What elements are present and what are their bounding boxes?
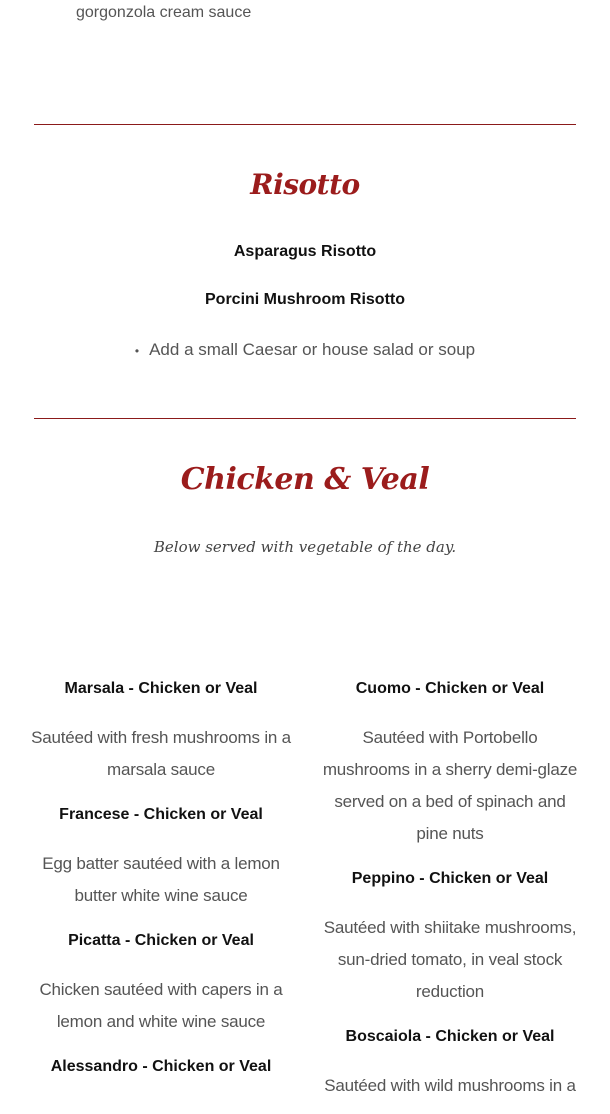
previous-item-description: gorgonzola cream sauce: [76, 4, 252, 21]
menu-item-name: Alessandro - Chicken or Veal: [50, 1058, 272, 1075]
section-divider: [34, 124, 576, 125]
section-intro: Below served with vegetable of the day.: [153, 538, 457, 556]
menu-item: [30, 928, 292, 1038]
menu-item: [30, 1054, 292, 1080]
menu-item-name: Francese - Chicken or Veal: [59, 806, 263, 823]
menu-item-name: Picatta - Chicken or Veal: [68, 932, 254, 949]
menu-item-description: Sautéed with Portobello mushrooms in a sherry demi-glaze served on a bed of spinach and pine nuts: [322, 728, 578, 843]
menu-item-name: Cuomo - Chicken or Veal: [355, 680, 545, 697]
menu-item-description: Sautéed with shiitake mushrooms, sun-dried tomato, in veal stock reduction: [323, 918, 577, 1001]
menu-item-description: Sautéed with fresh mushrooms in a marsala sauce: [31, 728, 291, 779]
menu-item: [30, 676, 292, 786]
menu-column-left: [30, 676, 292, 1100]
menu-item-name: Asparagus Risotto: [233, 243, 377, 260]
menu-item-name: Boscaiola - Chicken or Veal: [345, 1028, 555, 1045]
menu-column-right: [319, 676, 581, 1114]
menu-item-description: Sautéed with wild mushrooms in a: [324, 1076, 576, 1095]
menu-item: [30, 802, 292, 912]
section-title-risotto: Risotto: [250, 168, 360, 201]
risotto-addon: [0, 340, 610, 360]
menu-item-name: Porcini Mushroom Risotto: [205, 291, 405, 308]
section-divider: [34, 418, 576, 419]
menu-item: [319, 676, 581, 850]
menu-item: [319, 866, 581, 1008]
menu-item-description: Egg batter sautéed with a lemon butter white wine sauce: [42, 854, 280, 905]
bullet-icon: •: [134, 343, 140, 358]
menu-item: [319, 1024, 581, 1102]
addon-text: Add a small Caesar or house salad or soup: [149, 340, 476, 359]
menu-item-name: Peppino - Chicken or Veal: [351, 870, 549, 887]
menu-item-name: Marsala - Chicken or Veal: [64, 680, 258, 697]
menu-item-description: Chicken sautéed with capers in a lemon and white wine sauce: [39, 980, 283, 1031]
section-title-chicken-veal: Chicken & Veal: [180, 462, 430, 497]
